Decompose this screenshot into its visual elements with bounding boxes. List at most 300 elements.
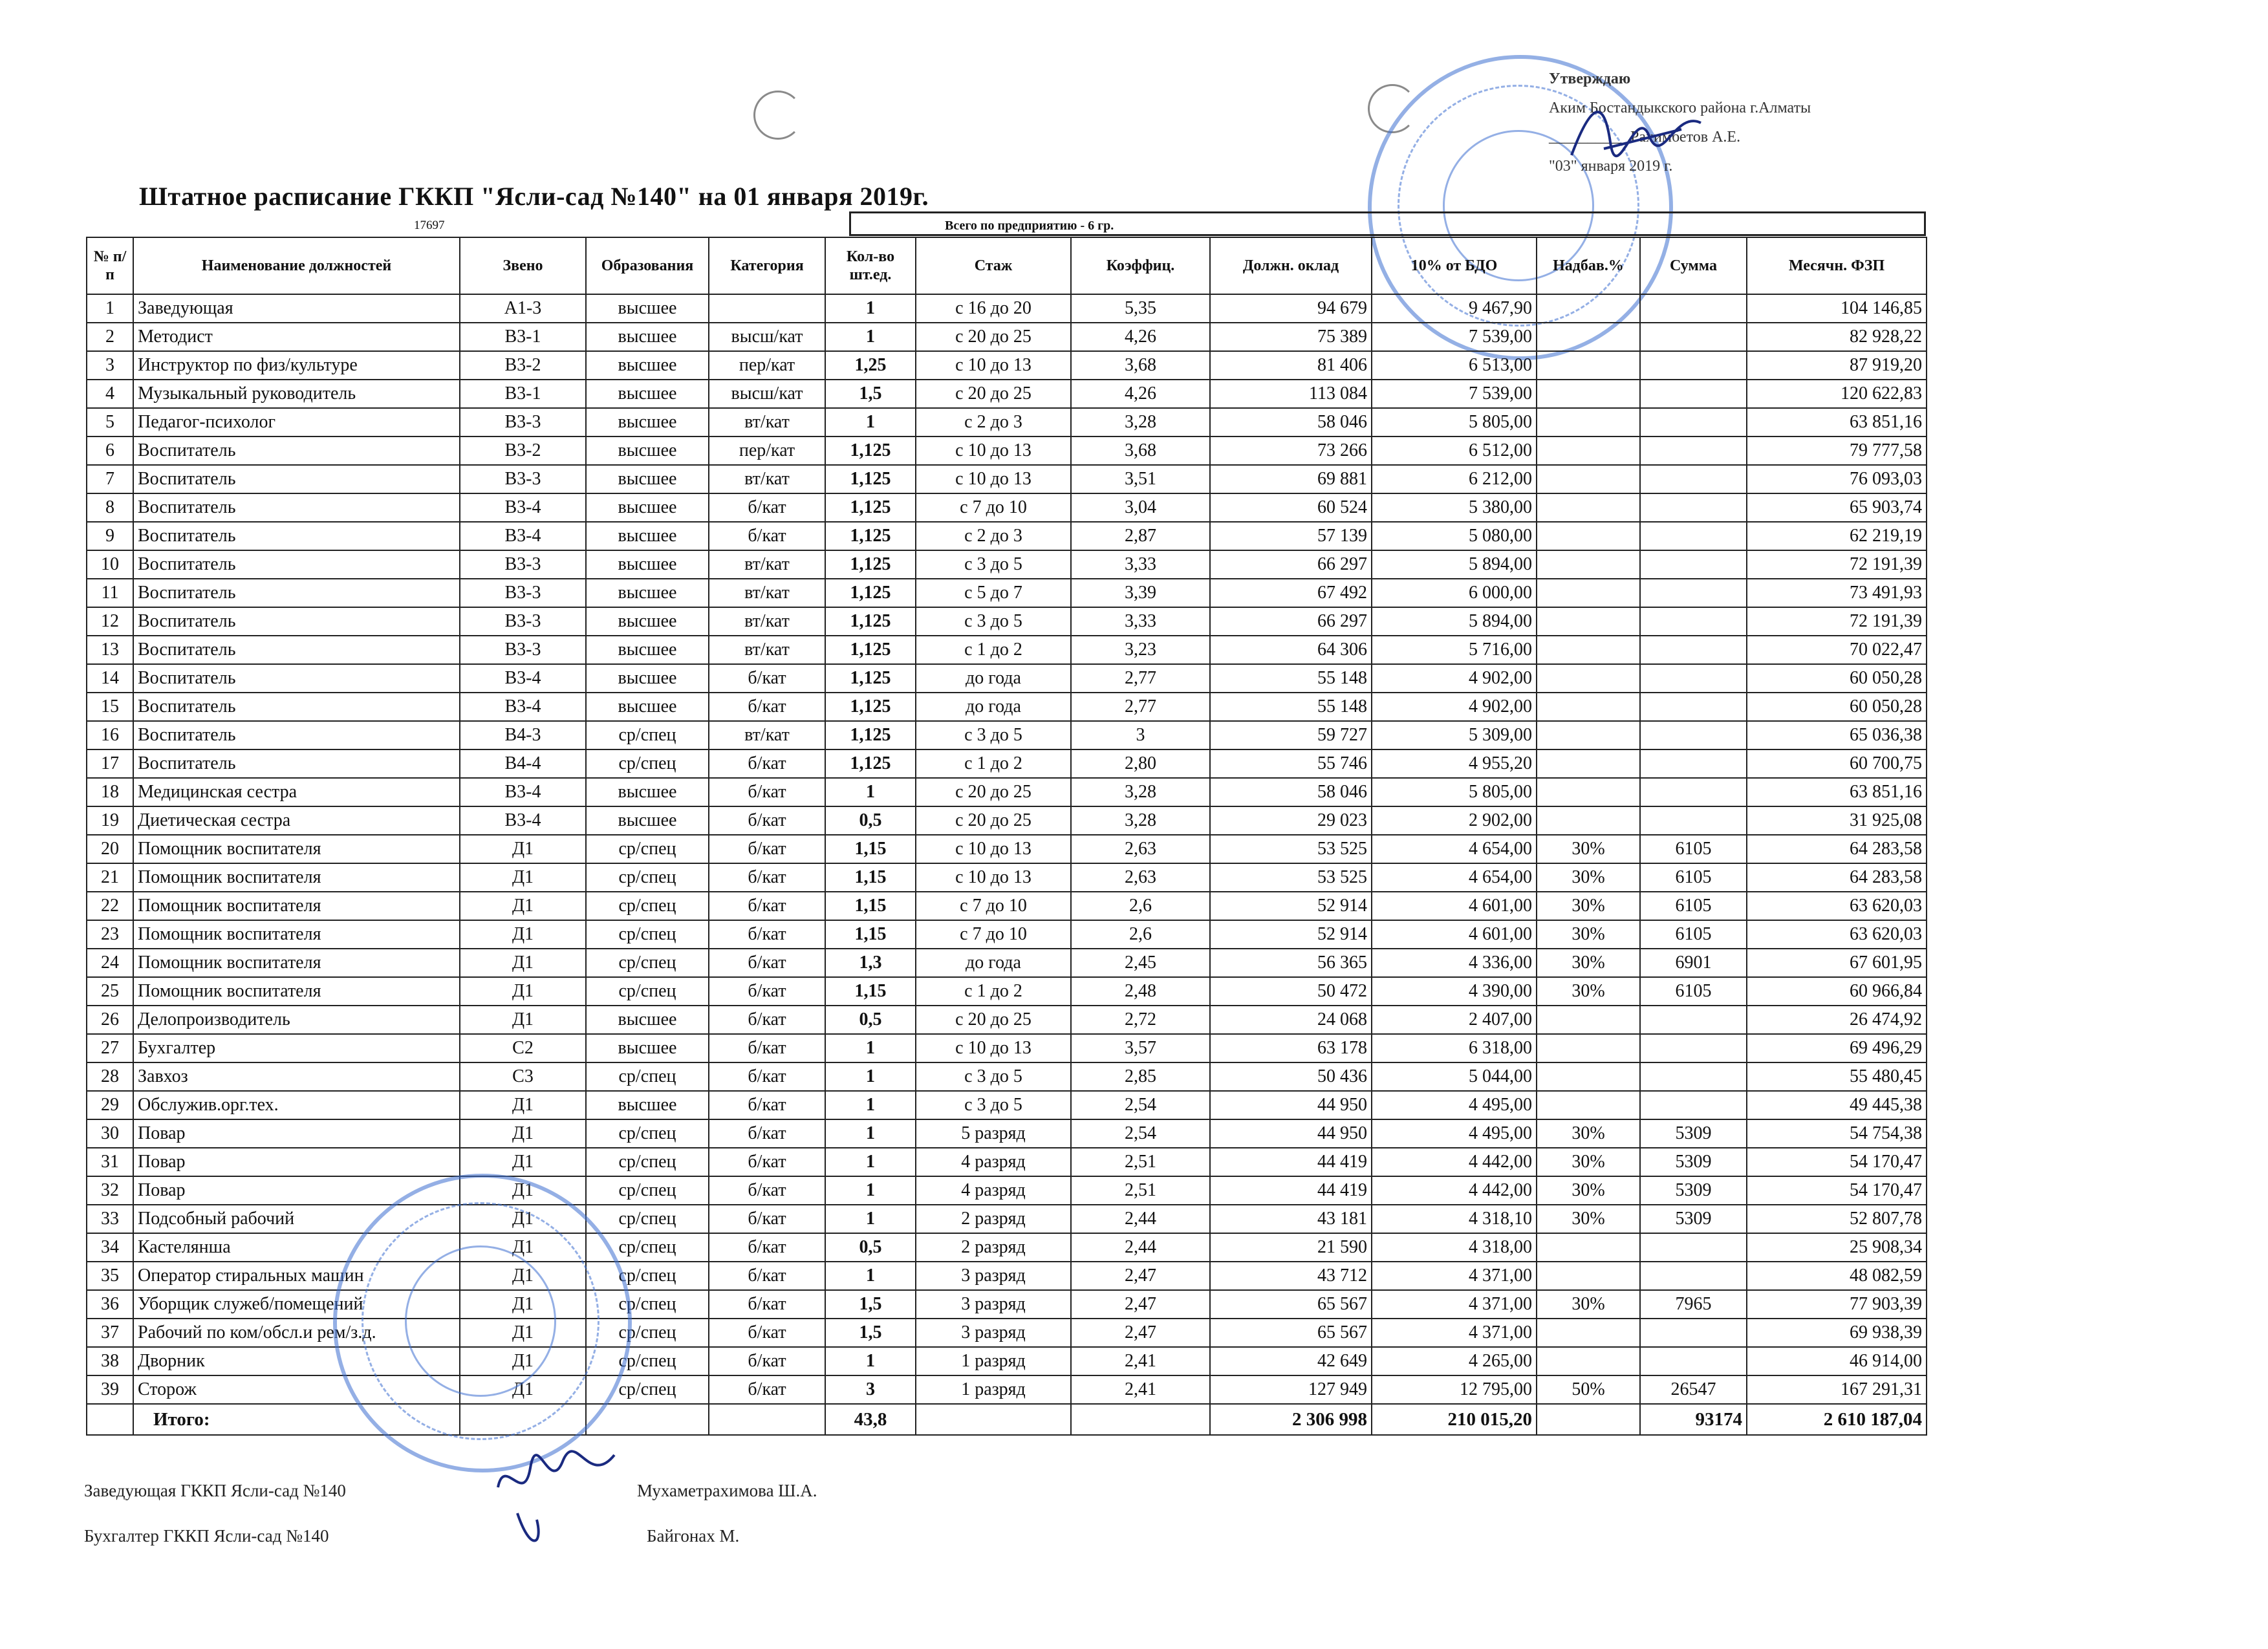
table-cell: Воспитатель	[133, 465, 460, 493]
table-cell: 27	[87, 1034, 133, 1062]
table-cell: 1,15	[825, 863, 916, 892]
table-cell	[1640, 1091, 1747, 1119]
table-cell: Д1	[460, 1290, 586, 1319]
table-cell: 1	[825, 1347, 916, 1375]
table-cell: Д1	[460, 920, 586, 949]
table-cell: 113 084	[1210, 380, 1372, 408]
table-row	[87, 636, 1927, 664]
table-cell: 1,125	[825, 664, 916, 693]
table-cell: 64 306	[1210, 636, 1372, 664]
table-cell: высшее	[586, 323, 709, 351]
table-cell: 81 406	[1210, 351, 1372, 380]
table-cell: 63 851,16	[1747, 408, 1927, 436]
table-cell: 56 365	[1210, 949, 1372, 977]
table-cell: 70 022,47	[1747, 636, 1927, 664]
table-cell: б/кат	[709, 664, 825, 693]
table-cell: 3,33	[1071, 550, 1210, 579]
table-cell: высшее	[586, 579, 709, 607]
table-cell: 1	[825, 1034, 916, 1062]
table-cell: Д1	[460, 1375, 586, 1404]
table-cell: с 10 до 13	[916, 436, 1071, 465]
table-cell: 1,125	[825, 693, 916, 721]
table-cell: 4 442,00	[1372, 1176, 1537, 1205]
table-cell: 28	[87, 1062, 133, 1091]
table-cell: с 5 до 7	[916, 579, 1071, 607]
table-cell: 3,68	[1071, 436, 1210, 465]
table-row	[87, 294, 1927, 323]
table-cell: 4 318,10	[1372, 1205, 1537, 1233]
table-cell: 59 727	[1210, 721, 1372, 749]
table-cell: б/кат	[709, 1176, 825, 1205]
table-cell: 1,125	[825, 607, 916, 636]
table-cell: с 3 до 5	[916, 721, 1071, 749]
table-cell: Воспитатель	[133, 721, 460, 749]
table-cell: Инструктор по физ/культуре	[133, 351, 460, 380]
table-cell: 23	[87, 920, 133, 949]
total-label: Итого:	[133, 1404, 460, 1435]
total-fzp: 2 610 187,04	[1747, 1404, 1927, 1435]
table-cell: 24 068	[1210, 1006, 1372, 1034]
table-cell: до года	[916, 664, 1071, 693]
table-cell	[1537, 1006, 1640, 1034]
table-cell: 4 371,00	[1372, 1319, 1537, 1347]
table-cell: с 10 до 13	[916, 465, 1071, 493]
table-cell	[1537, 323, 1640, 351]
table-cell	[1537, 607, 1640, 636]
table-cell: 31	[87, 1148, 133, 1176]
table-cell: 60 524	[1210, 493, 1372, 522]
table-cell: 76 093,03	[1747, 465, 1927, 493]
document-number: 17697	[414, 219, 445, 232]
table-cell: вт/кат	[709, 721, 825, 749]
table-cell: Повар	[133, 1119, 460, 1148]
table-cell: 12 795,00	[1372, 1375, 1537, 1404]
table-cell: 53 525	[1210, 835, 1372, 863]
table-cell: 4 601,00	[1372, 892, 1537, 920]
table-cell: 3,57	[1071, 1034, 1210, 1062]
table-cell: с 3 до 5	[916, 1091, 1071, 1119]
table-cell: 2,77	[1071, 693, 1210, 721]
table-cell: 1,125	[825, 550, 916, 579]
table-cell	[1537, 436, 1640, 465]
table-cell: 167 291,31	[1747, 1375, 1927, 1404]
table-cell: б/кат	[709, 749, 825, 778]
table-cell: 2,48	[1071, 977, 1210, 1006]
table-cell	[1640, 550, 1747, 579]
table-cell: б/кат	[709, 493, 825, 522]
table-cell: Повар	[133, 1176, 460, 1205]
table-cell	[1640, 294, 1747, 323]
table-cell	[1537, 522, 1640, 550]
table-cell	[1640, 806, 1747, 835]
table-cell: 65 036,38	[1747, 721, 1927, 749]
table-cell	[1640, 465, 1747, 493]
table-cell: 13	[87, 636, 133, 664]
table-cell	[1640, 1262, 1747, 1290]
table-cell: 63 851,16	[1747, 778, 1927, 806]
table-cell: Воспитатель	[133, 436, 460, 465]
table-cell: 37	[87, 1319, 133, 1347]
table-cell: 55 148	[1210, 664, 1372, 693]
column-header: Кол-во шт.ед.	[825, 237, 916, 294]
table-cell: до года	[916, 949, 1071, 977]
table-cell: 72 191,39	[1747, 550, 1927, 579]
table-cell: б/кат	[709, 1062, 825, 1091]
table-cell: 7965	[1640, 1290, 1747, 1319]
table-cell: 2,63	[1071, 863, 1210, 892]
table-cell: 19	[87, 806, 133, 835]
table-cell: высшее	[586, 408, 709, 436]
table-cell: A1-3	[460, 294, 586, 323]
table-cell: с 10 до 13	[916, 351, 1071, 380]
table-cell: 1	[825, 1119, 916, 1148]
table-cell: 39	[87, 1375, 133, 1404]
column-header: Стаж	[916, 237, 1071, 294]
punch-hole-top	[753, 91, 803, 140]
table-cell	[1537, 1347, 1640, 1375]
table-cell: 2,44	[1071, 1205, 1210, 1233]
table-cell: Кастелянша	[133, 1233, 460, 1262]
table-cell: 44 950	[1210, 1091, 1372, 1119]
table-cell: высшее	[586, 493, 709, 522]
approval-block	[1549, 65, 1811, 181]
table-cell: Д1	[460, 1148, 586, 1176]
table-cell: 2 разряд	[916, 1233, 1071, 1262]
table-cell: 75 389	[1210, 323, 1372, 351]
table-cell: Музыкальный руководитель	[133, 380, 460, 408]
table-cell: с 20 до 25	[916, 806, 1071, 835]
table-cell: Диетическая сестра	[133, 806, 460, 835]
table-cell: вт/кат	[709, 408, 825, 436]
table-cell: 52 807,78	[1747, 1205, 1927, 1233]
table-cell: высш/кат	[709, 380, 825, 408]
table-cell: 57 139	[1210, 522, 1372, 550]
table-cell	[1537, 294, 1640, 323]
table-cell: ср/спец	[586, 892, 709, 920]
table-cell: 5 716,00	[1372, 636, 1537, 664]
table-cell: C2	[460, 1034, 586, 1062]
table-cell: B3-3	[460, 408, 586, 436]
table-cell: 4 371,00	[1372, 1290, 1537, 1319]
table-cell: 2,6	[1071, 920, 1210, 949]
table-cell: 1	[825, 408, 916, 436]
column-header: Коэффиц.	[1071, 237, 1210, 294]
table-cell: 44 419	[1210, 1148, 1372, 1176]
table-cell: 0,5	[825, 806, 916, 835]
table-cell: 30%	[1537, 892, 1640, 920]
table-cell: 30%	[1537, 1119, 1640, 1148]
table-cell	[1640, 436, 1747, 465]
table-cell: 60 050,28	[1747, 664, 1927, 693]
table-cell: 4 955,20	[1372, 749, 1537, 778]
table-cell: 1,3	[825, 949, 916, 977]
table-cell: Повар	[133, 1148, 460, 1176]
table-cell: 65 567	[1210, 1290, 1372, 1319]
table-cell	[1640, 1062, 1747, 1091]
table-cell: 52 914	[1210, 920, 1372, 949]
table-cell: 1 разряд	[916, 1375, 1071, 1404]
table-cell: с 3 до 5	[916, 1062, 1071, 1091]
table-cell: 30%	[1537, 1290, 1640, 1319]
table-cell: 5	[87, 408, 133, 436]
table-cell	[1537, 721, 1640, 749]
table-cell: 5 380,00	[1372, 493, 1537, 522]
table-cell: 3 разряд	[916, 1319, 1071, 1347]
table-cell	[1537, 693, 1640, 721]
table-cell: 43 712	[1210, 1262, 1372, 1290]
table-cell	[1537, 579, 1640, 607]
table-cell	[1640, 636, 1747, 664]
table-cell: 64 283,58	[1747, 863, 1927, 892]
table-cell: 20	[87, 835, 133, 863]
table-cell: с 20 до 25	[916, 323, 1071, 351]
column-header: Надбав.%	[1537, 237, 1640, 294]
table-cell: 52 914	[1210, 892, 1372, 920]
table-cell: 4,26	[1071, 323, 1210, 351]
table-cell: 77 903,39	[1747, 1290, 1927, 1319]
table-cell: Д1	[460, 863, 586, 892]
table-cell: 2,51	[1071, 1176, 1210, 1205]
table-cell: высшее	[586, 294, 709, 323]
table-cell: B3-4	[460, 693, 586, 721]
table-cell: 24	[87, 949, 133, 977]
table-cell: Д1	[460, 949, 586, 977]
table-cell: ср/спец	[586, 835, 709, 863]
table-row	[87, 408, 1927, 436]
table-cell: ср/спец	[586, 1176, 709, 1205]
table-cell: с 7 до 10	[916, 493, 1071, 522]
table-cell: высшее	[586, 1091, 709, 1119]
table-cell: вт/кат	[709, 465, 825, 493]
table-cell: 7	[87, 465, 133, 493]
table-cell: 38	[87, 1347, 133, 1375]
table-cell: 21	[87, 863, 133, 892]
table-cell: 3 разряд	[916, 1290, 1071, 1319]
table-cell: 6 212,00	[1372, 465, 1537, 493]
table-cell: ср/спец	[586, 1262, 709, 1290]
table-cell: 4 разряд	[916, 1176, 1071, 1205]
table-row	[87, 949, 1927, 977]
table-cell	[1537, 1262, 1640, 1290]
table-cell: б/кат	[709, 778, 825, 806]
table-cell: 1 разряд	[916, 1347, 1071, 1375]
table-cell: B3-4	[460, 522, 586, 550]
table-cell: 5 805,00	[1372, 778, 1537, 806]
table-cell: ср/спец	[586, 1062, 709, 1091]
table-cell: Воспитатель	[133, 607, 460, 636]
table-cell	[1640, 721, 1747, 749]
head-name: Мухаметрахимова Ш.А.	[637, 1481, 817, 1500]
table-cell: B3-4	[460, 664, 586, 693]
table-cell: 31 925,08	[1747, 806, 1927, 835]
table-cell: 6 513,00	[1372, 351, 1537, 380]
table-cell: 4 336,00	[1372, 949, 1537, 977]
table-cell: 6 318,00	[1372, 1034, 1537, 1062]
table-cell: высшее	[586, 1006, 709, 1034]
table-cell: B3-2	[460, 351, 586, 380]
column-header: Должн. оклад	[1210, 237, 1372, 294]
table-cell: б/кат	[709, 977, 825, 1006]
table-cell: Воспитатель	[133, 664, 460, 693]
table-row	[87, 1091, 1927, 1119]
table-cell: с 3 до 5	[916, 550, 1071, 579]
table-cell: б/кат	[709, 863, 825, 892]
table-cell	[1537, 749, 1640, 778]
table-cell: 1	[825, 1091, 916, 1119]
table-cell: ср/спец	[586, 1119, 709, 1148]
table-cell: 67 492	[1210, 579, 1372, 607]
table-cell: 30%	[1537, 977, 1640, 1006]
table-cell: 21 590	[1210, 1233, 1372, 1262]
table-cell: B4-3	[460, 721, 586, 749]
table-cell: 4 265,00	[1372, 1347, 1537, 1375]
table-cell: 1,5	[825, 380, 916, 408]
table-cell: Уборщик служеб/помещений	[133, 1290, 460, 1319]
approval-line-3: __________ Рахимбетов А.Е.	[1549, 129, 1741, 146]
table-cell: ср/спец	[586, 920, 709, 949]
table-cell: 5 894,00	[1372, 550, 1537, 579]
table-cell: высшее	[586, 465, 709, 493]
table-row	[87, 664, 1927, 693]
approval-line-2: Аким Бостандыкского района г.Алматы	[1549, 100, 1811, 116]
table-cell: B3-4	[460, 806, 586, 835]
table-cell: 4 371,00	[1372, 1262, 1537, 1290]
total-count: 43,8	[825, 1404, 916, 1435]
table-cell: 26	[87, 1006, 133, 1034]
table-cell: 5 080,00	[1372, 522, 1537, 550]
table-cell: 35	[87, 1262, 133, 1290]
table-cell	[1640, 323, 1747, 351]
table-cell	[1640, 351, 1747, 380]
table-cell: 48 082,59	[1747, 1262, 1927, 1290]
table-cell: ср/спец	[586, 949, 709, 977]
table-cell: B3-3	[460, 550, 586, 579]
table-cell: 4 902,00	[1372, 664, 1537, 693]
table-cell: 1	[87, 294, 133, 323]
table-cell: 6	[87, 436, 133, 465]
table-cell: 1,125	[825, 522, 916, 550]
table-cell: 1,15	[825, 977, 916, 1006]
total-cell-blank	[87, 1404, 133, 1435]
table-cell: Медицинская сестра	[133, 778, 460, 806]
table-cell: ср/спец	[586, 1148, 709, 1176]
total-bdo: 210 015,20	[1372, 1404, 1537, 1435]
table-cell	[1640, 522, 1747, 550]
table-cell: 7 539,00	[1372, 380, 1537, 408]
table-cell: высшее	[586, 636, 709, 664]
table-cell: 2 разряд	[916, 1205, 1071, 1233]
table-cell: ср/спец	[586, 1205, 709, 1233]
table-cell: б/кат	[709, 1290, 825, 1319]
table-cell	[1537, 1091, 1640, 1119]
table-row	[87, 1034, 1927, 1062]
table-cell: с 20 до 25	[916, 1006, 1071, 1034]
table-cell: 127 949	[1210, 1375, 1372, 1404]
table-cell: 63 620,03	[1747, 892, 1927, 920]
table-cell: 66 297	[1210, 550, 1372, 579]
table-cell	[1640, 493, 1747, 522]
table-cell: с 20 до 25	[916, 778, 1071, 806]
table-cell: б/кат	[709, 920, 825, 949]
table-cell: 120 622,83	[1747, 380, 1927, 408]
table-cell: Воспитатель	[133, 493, 460, 522]
table-cell: с 7 до 10	[916, 920, 1071, 949]
table-cell: Д1	[460, 1233, 586, 1262]
table-cell: 1	[825, 1062, 916, 1091]
table-cell: Помощник воспитателя	[133, 835, 460, 863]
table-cell: 104 146,85	[1747, 294, 1927, 323]
table-cell	[1640, 579, 1747, 607]
table-row	[87, 920, 1927, 949]
table-cell: пер/кат	[709, 351, 825, 380]
table-row	[87, 323, 1927, 351]
table-cell: ср/спец	[586, 1290, 709, 1319]
table-cell: 55 148	[1210, 693, 1372, 721]
table-row	[87, 607, 1927, 636]
table-cell: 4 495,00	[1372, 1091, 1537, 1119]
table-cell: 55 480,45	[1747, 1062, 1927, 1091]
table-cell: 60 966,84	[1747, 977, 1927, 1006]
table-row	[87, 721, 1927, 749]
table-row	[87, 493, 1927, 522]
table-cell: 5 894,00	[1372, 607, 1537, 636]
column-header: 10% от БДО	[1372, 237, 1537, 294]
table-cell: вт/кат	[709, 636, 825, 664]
table-cell: вт/кат	[709, 579, 825, 607]
table-cell: 11	[87, 579, 133, 607]
table-cell: 2 902,00	[1372, 806, 1537, 835]
table-cell: 3 разряд	[916, 1262, 1071, 1290]
table-cell: 5309	[1640, 1148, 1747, 1176]
table-cell: ср/спец	[586, 1375, 709, 1404]
table-cell: 60 700,75	[1747, 749, 1927, 778]
table-cell: B3-2	[460, 436, 586, 465]
table-cell: ср/спец	[586, 1233, 709, 1262]
table-cell: 2,47	[1071, 1290, 1210, 1319]
table-cell: 72 191,39	[1747, 607, 1927, 636]
table-cell: Помощник воспитателя	[133, 949, 460, 977]
table-cell: 67 601,95	[1747, 949, 1927, 977]
table-cell: ср/спец	[586, 1319, 709, 1347]
table-cell: 2,63	[1071, 835, 1210, 863]
table-cell: 1	[825, 323, 916, 351]
table-row	[87, 351, 1927, 380]
table-cell: 1	[825, 1148, 916, 1176]
table-cell: Заведующая	[133, 294, 460, 323]
table-cell: Бухгалтер	[133, 1034, 460, 1062]
table-cell: б/кат	[709, 693, 825, 721]
table-cell: 3	[825, 1375, 916, 1404]
table-cell: 60 050,28	[1747, 693, 1927, 721]
column-header: Категория	[709, 237, 825, 294]
table-cell: 25 908,34	[1747, 1233, 1927, 1262]
table-cell	[1537, 408, 1640, 436]
table-cell: Педагог-психолог	[133, 408, 460, 436]
table-cell: Сторож	[133, 1375, 460, 1404]
table-cell: 6 000,00	[1372, 579, 1537, 607]
table-cell: 3,28	[1071, 806, 1210, 835]
accountant-name: Байгонах М.	[647, 1526, 740, 1546]
table-cell: Д1	[460, 1176, 586, 1205]
table-cell: 3,68	[1071, 351, 1210, 380]
table-cell	[709, 294, 825, 323]
table-cell: 54 754,38	[1747, 1119, 1927, 1148]
table-cell: 3,33	[1071, 607, 1210, 636]
table-cell: 16	[87, 721, 133, 749]
table-cell: 30%	[1537, 863, 1640, 892]
table-cell: 30%	[1537, 835, 1640, 863]
table-cell: 2	[87, 323, 133, 351]
